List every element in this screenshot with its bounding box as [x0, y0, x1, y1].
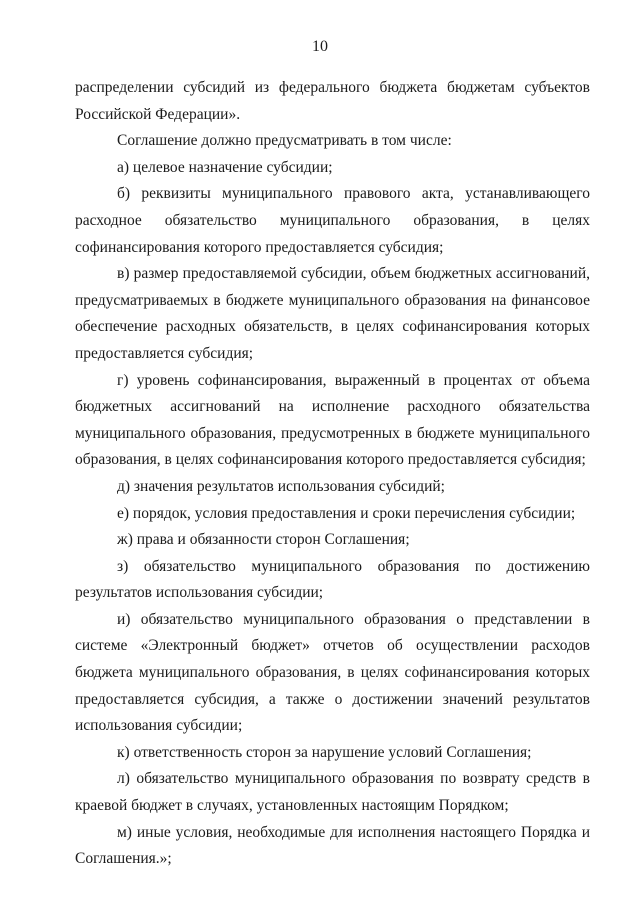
list-item-b: б) реквизиты муниципального правового акта, устанавливающего расходное обязательство муниципального образования, в целях софинансирования которого предоставляется субсидия; [75, 185, 590, 256]
list-item-zh: ж) права и обязанности сторон Соглашения; [117, 531, 410, 549]
list-item-e: е) порядок, условия предоставления и сроки перечисления субсидии; [117, 504, 576, 522]
list-item-d: д) значения результатов использования субсидий; [117, 477, 445, 495]
list-item-k: к) ответственность сторон за нарушение условий Соглашения; [117, 743, 532, 761]
list-item-i: и) обязательство муниципального образования о представлении в системе «Электронный бюджет» отчетов об осуществлении расходов бюджета муниципального образования, в целях софинансирования которых предоставляется субсидия, а также о достижении значений результатов использования субсидии; [75, 610, 590, 735]
list-item-l: л) обязательство муниципального образования по возврату средств в краевой бюджет в случаях, установленных настоящим Порядком; [75, 770, 590, 815]
list-item-g: г) уровень софинансирования, выраженный в процентах от объема бюджетных ассигнований на исполнение расходного обязательства муниципального образования, предусмотренных в бюджете муниципального образования, в целях софинансирования которого предоставляется субсидия; [75, 371, 590, 469]
document-body [75, 75, 590, 873]
page-number: 10 [312, 38, 328, 55]
list-item-a: а) целевое назначение субсидии; [117, 158, 333, 176]
list-item-v: в) размер предоставляемой субсидии, объем бюджетных ассигнований, предусматриваемых в бюджете муниципального образования на финансовое обеспечение расходных обязательств, в целях софинансирования которых предоставляется субсидия; [75, 265, 590, 362]
list-item-m: м) иные условия, необходимые для исполнения настоящего Порядка и Соглашения.»; [75, 823, 590, 868]
paragraph-agreement-intro: Соглашение должно предусматривать в том числе: [117, 132, 452, 150]
paragraph-continuation: распределении субсидий из федерального бюджета бюджетам субъектов Российской Федерации». [75, 79, 590, 123]
list-item-z: з) обязательство муниципального образования по достижению результатов использования субсидии; [75, 557, 590, 602]
